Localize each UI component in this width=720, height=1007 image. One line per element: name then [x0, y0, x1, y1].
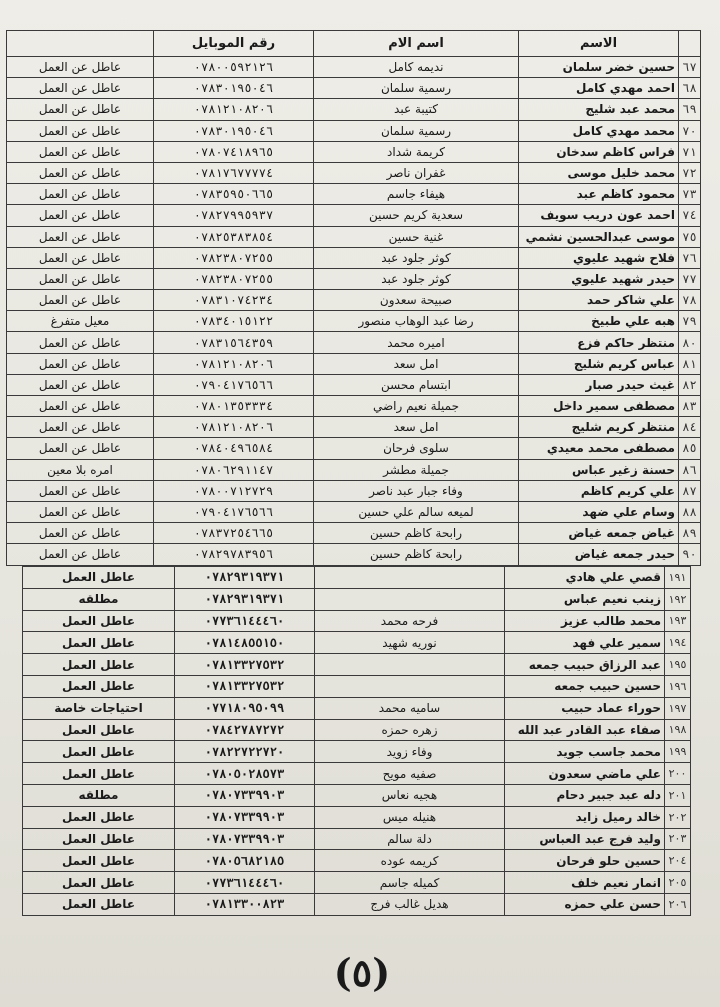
- person-name: فلاح شهيد عليوي: [519, 247, 679, 268]
- person-name: مصطفى سمير داخل: [519, 396, 679, 417]
- phone-number: ٠٧٨٢٧٩٩٥٩٣٧: [154, 205, 314, 226]
- person-name: وسام علي ضهد: [519, 501, 679, 522]
- mother-name: فرحه محمد: [315, 610, 505, 632]
- table-row: [23, 610, 691, 632]
- phone-number: ٠٧٨٢٥٣٨٣٨٥٤: [154, 226, 314, 247]
- person-name: صفاء عبد القادر عبد الله: [505, 719, 665, 741]
- row-index: ٧٢: [679, 162, 701, 183]
- phone-number: ٠٧٨١٢١٠٨٢٠٦: [154, 353, 314, 374]
- mother-name: كوثر جلود عبد: [314, 247, 519, 268]
- row-index: ١٩٤: [665, 632, 691, 654]
- employment-status: عاطل العمل: [23, 632, 175, 654]
- table-row: [23, 763, 691, 785]
- mother-name: [315, 567, 505, 589]
- employment-status: عاطل عن العمل: [7, 184, 154, 205]
- person-name: محمود كاظم عبد: [519, 184, 679, 205]
- row-index: ٧٥: [679, 226, 701, 247]
- phone-number: ٠٧٨١٧٦٧٧٧٧٤: [154, 162, 314, 183]
- mother-name: وفاء زويد: [315, 741, 505, 763]
- person-name: حيدر شهيد عليوي: [519, 268, 679, 289]
- employment-status: عاطل العمل: [23, 610, 175, 632]
- beneficiaries-table-top: [6, 30, 701, 566]
- person-name: حسين حلو فرحان: [505, 850, 665, 872]
- row-index: ٧٨: [679, 290, 701, 311]
- table-row: [23, 697, 691, 719]
- employment-status: عاطل عن العمل: [7, 353, 154, 374]
- person-name: خالد رميل زايد: [505, 806, 665, 828]
- mother-name: امل سعد: [314, 353, 519, 374]
- phone-number: ٠٧٨٠٧٣٣٩٩٠٣: [175, 828, 315, 850]
- phone-number: ٠٧٨١٣٣٠٠٨٢٣: [175, 893, 315, 915]
- person-name: منتظر كريم شليج: [519, 417, 679, 438]
- table-row: [7, 480, 701, 501]
- mother-name: رابحة كاظم حسين: [314, 523, 519, 544]
- person-name: موسى عبدالحسين نشمي: [519, 226, 679, 247]
- row-index: ٢٠٠: [665, 763, 691, 785]
- table-row: [23, 850, 691, 872]
- mother-name: هديل غالب فرج: [315, 893, 505, 915]
- employment-status: عاطل عن العمل: [7, 417, 154, 438]
- phone-number: ٠٧٨٢٢٧٢٢٧٢٠: [175, 741, 315, 763]
- row-index: ٢٠٣: [665, 828, 691, 850]
- employment-status: عاطل عن العمل: [7, 523, 154, 544]
- person-name: محمد طالب عزيز: [505, 610, 665, 632]
- phone-number: ٠٧٨١٣٣٢٧٥٣٢: [175, 675, 315, 697]
- mother-name: كتيبة عبد: [314, 99, 519, 120]
- employment-status: عاطل عن العمل: [7, 438, 154, 459]
- phone-number: ٠٧٨٠٠٧١٢٧٢٩: [154, 480, 314, 501]
- table-row: [7, 290, 701, 311]
- table-row: [7, 57, 701, 78]
- row-index: ٧٧: [679, 268, 701, 289]
- mother-name: ابتسام محسن: [314, 374, 519, 395]
- mother-name: كريمه عوده: [315, 850, 505, 872]
- mother-name: دلة سالم: [315, 828, 505, 850]
- phone-number: ٠٧٨٣٠١٩٥٠٤٦: [154, 120, 314, 141]
- person-name: مصطفى محمد معيدي: [519, 438, 679, 459]
- employment-status: عاطل عن العمل: [7, 290, 154, 311]
- phone-number: ٠٧٨٠٧٤١٨٩٦٥: [154, 141, 314, 162]
- mother-name: نوريه شهيد: [315, 632, 505, 654]
- mother-name: امل سعد: [314, 417, 519, 438]
- person-name: علي شاكر حمد: [519, 290, 679, 311]
- phone-number: ٠٧٨٠٠٥٩٢١٢٦: [154, 57, 314, 78]
- row-index: ٢٠٥: [665, 872, 691, 894]
- row-index: ٦٧: [679, 57, 701, 78]
- person-name: عبد الرزاق حبيب جمعه: [505, 654, 665, 676]
- person-name: زينب نعيم عباس: [505, 588, 665, 610]
- mother-name: زهره حمزه: [315, 719, 505, 741]
- row-index: ١٩٩: [665, 741, 691, 763]
- mother-name: كريمة شداد: [314, 141, 519, 162]
- person-name: محمد جاسب جويد: [505, 741, 665, 763]
- person-name: هبه علي طبيخ: [519, 311, 679, 332]
- row-index: ٦٩: [679, 99, 701, 120]
- employment-status: عاطل عن العمل: [7, 501, 154, 522]
- employment-status: عاطل عن العمل: [7, 141, 154, 162]
- person-name: دله عبد جبير دحام: [505, 784, 665, 806]
- phone-number: ٠٧٩٠٤١٧٦٥٦٦: [154, 501, 314, 522]
- mother-name: رضا عبد الوهاب منصور: [314, 311, 519, 332]
- index-column-header: [679, 31, 701, 57]
- row-index: ٨٣: [679, 396, 701, 417]
- phone-number: ٠٧٨١٢١٠٨٢٠٦: [154, 99, 314, 120]
- employment-status: عاطل عن العمل: [7, 120, 154, 141]
- mother-name: اميره محمد: [314, 332, 519, 353]
- mother-name: هيفاء جاسم: [314, 184, 519, 205]
- employment-status: عاطل عن العمل: [7, 205, 154, 226]
- table-row: [23, 741, 691, 763]
- employment-status: عاطل عن العمل: [7, 162, 154, 183]
- row-index: ١٩٨: [665, 719, 691, 741]
- table-row: [23, 654, 691, 676]
- mother-name: لميعه سالم علي حسين: [314, 501, 519, 522]
- table-row: [23, 675, 691, 697]
- phone-number: ٠٧٨٣١٠٧٤٢٣٤: [154, 290, 314, 311]
- row-index: ٢٠٢: [665, 806, 691, 828]
- person-name: احمد مهدي كامل: [519, 78, 679, 99]
- phone-number: ٠٧٨٠١٣٥٣٣٣٤: [154, 396, 314, 417]
- person-name: قصي علي هادي: [505, 567, 665, 589]
- person-name: انمار نعيم خلف: [505, 872, 665, 894]
- employment-status: امره بلا معين: [7, 459, 154, 480]
- row-index: ٨٥: [679, 438, 701, 459]
- row-index: ٨٢: [679, 374, 701, 395]
- beneficiaries-table-bottom: [22, 566, 691, 916]
- table-row: [7, 459, 701, 480]
- employment-status: عاطل العمل: [23, 893, 175, 915]
- person-name: علي ماضي سعدون: [505, 763, 665, 785]
- employment-status: عاطل العمل: [23, 850, 175, 872]
- row-index: ٨٨: [679, 501, 701, 522]
- employment-status: مطلقه: [23, 588, 175, 610]
- employment-status: عاطل عن العمل: [7, 480, 154, 501]
- mother-name: صفيه مويح: [315, 763, 505, 785]
- table-row: [7, 247, 701, 268]
- person-name: حسين حبيب جمعه: [505, 675, 665, 697]
- row-index: ٧٠: [679, 120, 701, 141]
- person-name: حيدر جمعه غياض: [519, 544, 679, 565]
- phone-number: ٠٧٨٠٥٦٨٢١٨٥: [175, 850, 315, 872]
- mother-name: رابحة كاظم حسين: [314, 544, 519, 565]
- phone-number: ٠٧٨٣١٥٦٤٣٥٩: [154, 332, 314, 353]
- row-index: ٨٦: [679, 459, 701, 480]
- phone-number: ٠٧٧٣٦١٤٤٤٦٠: [175, 872, 315, 894]
- mother-name: سلوى فرحان: [314, 438, 519, 459]
- person-name: حسنة زغير عباس: [519, 459, 679, 480]
- phone-number: ٠٧٨٢٣٨٠٧٢٥٥: [154, 268, 314, 289]
- phone-number: ٠٧٨٣٧٢٥٤٦٦٥: [154, 523, 314, 544]
- row-index: ١٩٦: [665, 675, 691, 697]
- table-row: [23, 784, 691, 806]
- table-row: [7, 205, 701, 226]
- mother-name: سعدية كريم حسين: [314, 205, 519, 226]
- phone-number: ٠٧٨٠٥٠٢٨٥٧٣: [175, 763, 315, 785]
- mother-name: [315, 654, 505, 676]
- employment-status: عاطل العمل: [23, 763, 175, 785]
- phone-number: ٠٧٨٢٩٧٨٣٩٥٦: [154, 544, 314, 565]
- table-row: [23, 632, 691, 654]
- phone-number: ٠٧٨١٢١٠٨٢٠٦: [154, 417, 314, 438]
- table-row: [7, 78, 701, 99]
- row-index: ٩٠: [679, 544, 701, 565]
- row-index: ١٩٧: [665, 697, 691, 719]
- page-number: (٥): [333, 950, 391, 995]
- table-row: [23, 719, 691, 741]
- phone-column-header: رقم الموبايل: [154, 31, 314, 57]
- mother-name: وفاء جبار عبد ناصر: [314, 480, 519, 501]
- mother-name: هجيه نعاس: [315, 784, 505, 806]
- employment-status: عاطل العمل: [23, 567, 175, 589]
- employment-status: احتياجات خاصة: [23, 697, 175, 719]
- row-index: ١٩٣: [665, 610, 691, 632]
- row-index: ٦٨: [679, 78, 701, 99]
- row-index: ٧٦: [679, 247, 701, 268]
- phone-number: ٠٧٨١٣٣٢٧٥٣٢: [175, 654, 315, 676]
- mother-name: [315, 588, 505, 610]
- table-row: [7, 501, 701, 522]
- person-name: حسن علي حمزه: [505, 893, 665, 915]
- phone-number: ٠٧٧١٨٠٩٥٠٩٩: [175, 697, 315, 719]
- mother-name: غفران ناصر: [314, 162, 519, 183]
- person-name: محمد عبد شليج: [519, 99, 679, 120]
- table-header-row: [7, 31, 701, 57]
- person-name: حسين خضر سلمان: [519, 57, 679, 78]
- mother-name: نديمه كامل: [314, 57, 519, 78]
- person-name: عباس كريم شليج: [519, 353, 679, 374]
- status-column-header: [7, 31, 154, 57]
- employment-status: عاطل عن العمل: [7, 57, 154, 78]
- name-column-header: الاسم: [519, 31, 679, 57]
- table-row: [7, 353, 701, 374]
- employment-status: عاطل العمل: [23, 675, 175, 697]
- phone-number: ٠٧٨٤٢٧٨٧٢٧٢: [175, 719, 315, 741]
- employment-status: عاطل عن العمل: [7, 396, 154, 417]
- table-row: [7, 184, 701, 205]
- person-name: علي كريم كاظم: [519, 480, 679, 501]
- row-index: ٢٠٦: [665, 893, 691, 915]
- person-name: حوراء عماد حبيب: [505, 697, 665, 719]
- table-row: [23, 806, 691, 828]
- row-index: ٧١: [679, 141, 701, 162]
- table-row: [7, 120, 701, 141]
- phone-number: ٠٧٨٠٧٣٣٩٩٠٣: [175, 806, 315, 828]
- row-index: ١٩٢: [665, 588, 691, 610]
- mother-name: صبيحة سعدون: [314, 290, 519, 311]
- table-row: [7, 311, 701, 332]
- row-index: ٨٩: [679, 523, 701, 544]
- row-index: ٨٠: [679, 332, 701, 353]
- row-index: ٧٤: [679, 205, 701, 226]
- employment-status: عاطل العمل: [23, 654, 175, 676]
- phone-number: ٠٧٨٣٥٩٥٠٦٦٥: [154, 184, 314, 205]
- table-row: [7, 162, 701, 183]
- employment-status: عاطل عن العمل: [7, 99, 154, 120]
- table-row: [7, 141, 701, 162]
- phone-number: ٠٧٨١٤٨٥٥١٥٠: [175, 632, 315, 654]
- employment-status: عاطل عن العمل: [7, 226, 154, 247]
- mother-name: جميلة مطشر: [314, 459, 519, 480]
- person-name: احمد عون دريب سويف: [519, 205, 679, 226]
- table-row: [7, 332, 701, 353]
- phone-number: ٠٧٨٣٠١٩٥٠٤٦: [154, 78, 314, 99]
- phone-number: ٠٧٨٣٤٠١٥١٢٢: [154, 311, 314, 332]
- person-name: منتظر حاكم فزع: [519, 332, 679, 353]
- person-name: غياض جمعه غياض: [519, 523, 679, 544]
- employment-status: عاطل عن العمل: [7, 247, 154, 268]
- phone-number: ٠٧٧٣٦١٤٤٤٦٠: [175, 610, 315, 632]
- row-index: ٧٣: [679, 184, 701, 205]
- mother-name: هنيله ميس: [315, 806, 505, 828]
- employment-status: مطلقه: [23, 784, 175, 806]
- phone-number: ٠٧٨٠٦٢٩١١٤٧: [154, 459, 314, 480]
- table-row: [23, 567, 691, 589]
- employment-status: عاطل عن العمل: [7, 332, 154, 353]
- employment-status: عاطل العمل: [23, 828, 175, 850]
- table-row: [23, 893, 691, 915]
- table-row: [7, 268, 701, 289]
- person-name: وليد فرج عبد العباس: [505, 828, 665, 850]
- row-index: ٨١: [679, 353, 701, 374]
- table-row: [7, 417, 701, 438]
- employment-status: عاطل العمل: [23, 806, 175, 828]
- table-row: [23, 872, 691, 894]
- table-row: [7, 99, 701, 120]
- mother-name: جميلة نعيم راضي: [314, 396, 519, 417]
- row-index: ٨٤: [679, 417, 701, 438]
- employment-status: عاطل عن العمل: [7, 268, 154, 289]
- mother-name: كميله جاسم: [315, 872, 505, 894]
- mother-name: رسمية سلمان: [314, 78, 519, 99]
- table-row: [7, 374, 701, 395]
- phone-number: ٠٧٨٢٩٣١٩٣٧١: [175, 588, 315, 610]
- person-name: غيث حيدر صبار: [519, 374, 679, 395]
- employment-status: عاطل عن العمل: [7, 78, 154, 99]
- table-row: [7, 544, 701, 565]
- phone-number: ٠٧٨٠٧٣٣٩٩٠٣: [175, 784, 315, 806]
- mother-name: رسمية سلمان: [314, 120, 519, 141]
- row-index: ١٩٥: [665, 654, 691, 676]
- employment-status: عاطل العمل: [23, 719, 175, 741]
- employment-status: عاطل عن العمل: [7, 544, 154, 565]
- employment-status: عاطل العمل: [23, 872, 175, 894]
- phone-number: ٠٧٨٢٩٣١٩٣٧١: [175, 567, 315, 589]
- table-row: [7, 438, 701, 459]
- employment-status: عاطل عن العمل: [7, 374, 154, 395]
- row-index: ٢٠٤: [665, 850, 691, 872]
- mother-name: [315, 675, 505, 697]
- phone-number: ٠٧٨٤٠٤٩٦٥٨٤: [154, 438, 314, 459]
- table-row: [7, 523, 701, 544]
- table-row: [23, 828, 691, 850]
- person-name: محمد خليل موسى: [519, 162, 679, 183]
- mother-name: ساميه محمد: [315, 697, 505, 719]
- row-index: ٨٧: [679, 480, 701, 501]
- row-index: ٢٠١: [665, 784, 691, 806]
- employment-status: عاطل العمل: [23, 741, 175, 763]
- phone-number: ٠٧٩٠٤١٧٦٥٦٦: [154, 374, 314, 395]
- table-row: [23, 588, 691, 610]
- person-name: سمير علي فهد: [505, 632, 665, 654]
- mother-name-column-header: اسم الام: [314, 31, 519, 57]
- employment-status: معيل متفرغ: [7, 311, 154, 332]
- row-index: ١٩١: [665, 567, 691, 589]
- person-name: فراس كاظم سدخان: [519, 141, 679, 162]
- person-name: محمد مهدي كامل: [519, 120, 679, 141]
- table-row: [7, 226, 701, 247]
- phone-number: ٠٧٨٢٣٨٠٧٢٥٥: [154, 247, 314, 268]
- mother-name: كوثر جلود عبد: [314, 268, 519, 289]
- mother-name: غنية حسين: [314, 226, 519, 247]
- row-index: ٧٩: [679, 311, 701, 332]
- table-row: [7, 396, 701, 417]
